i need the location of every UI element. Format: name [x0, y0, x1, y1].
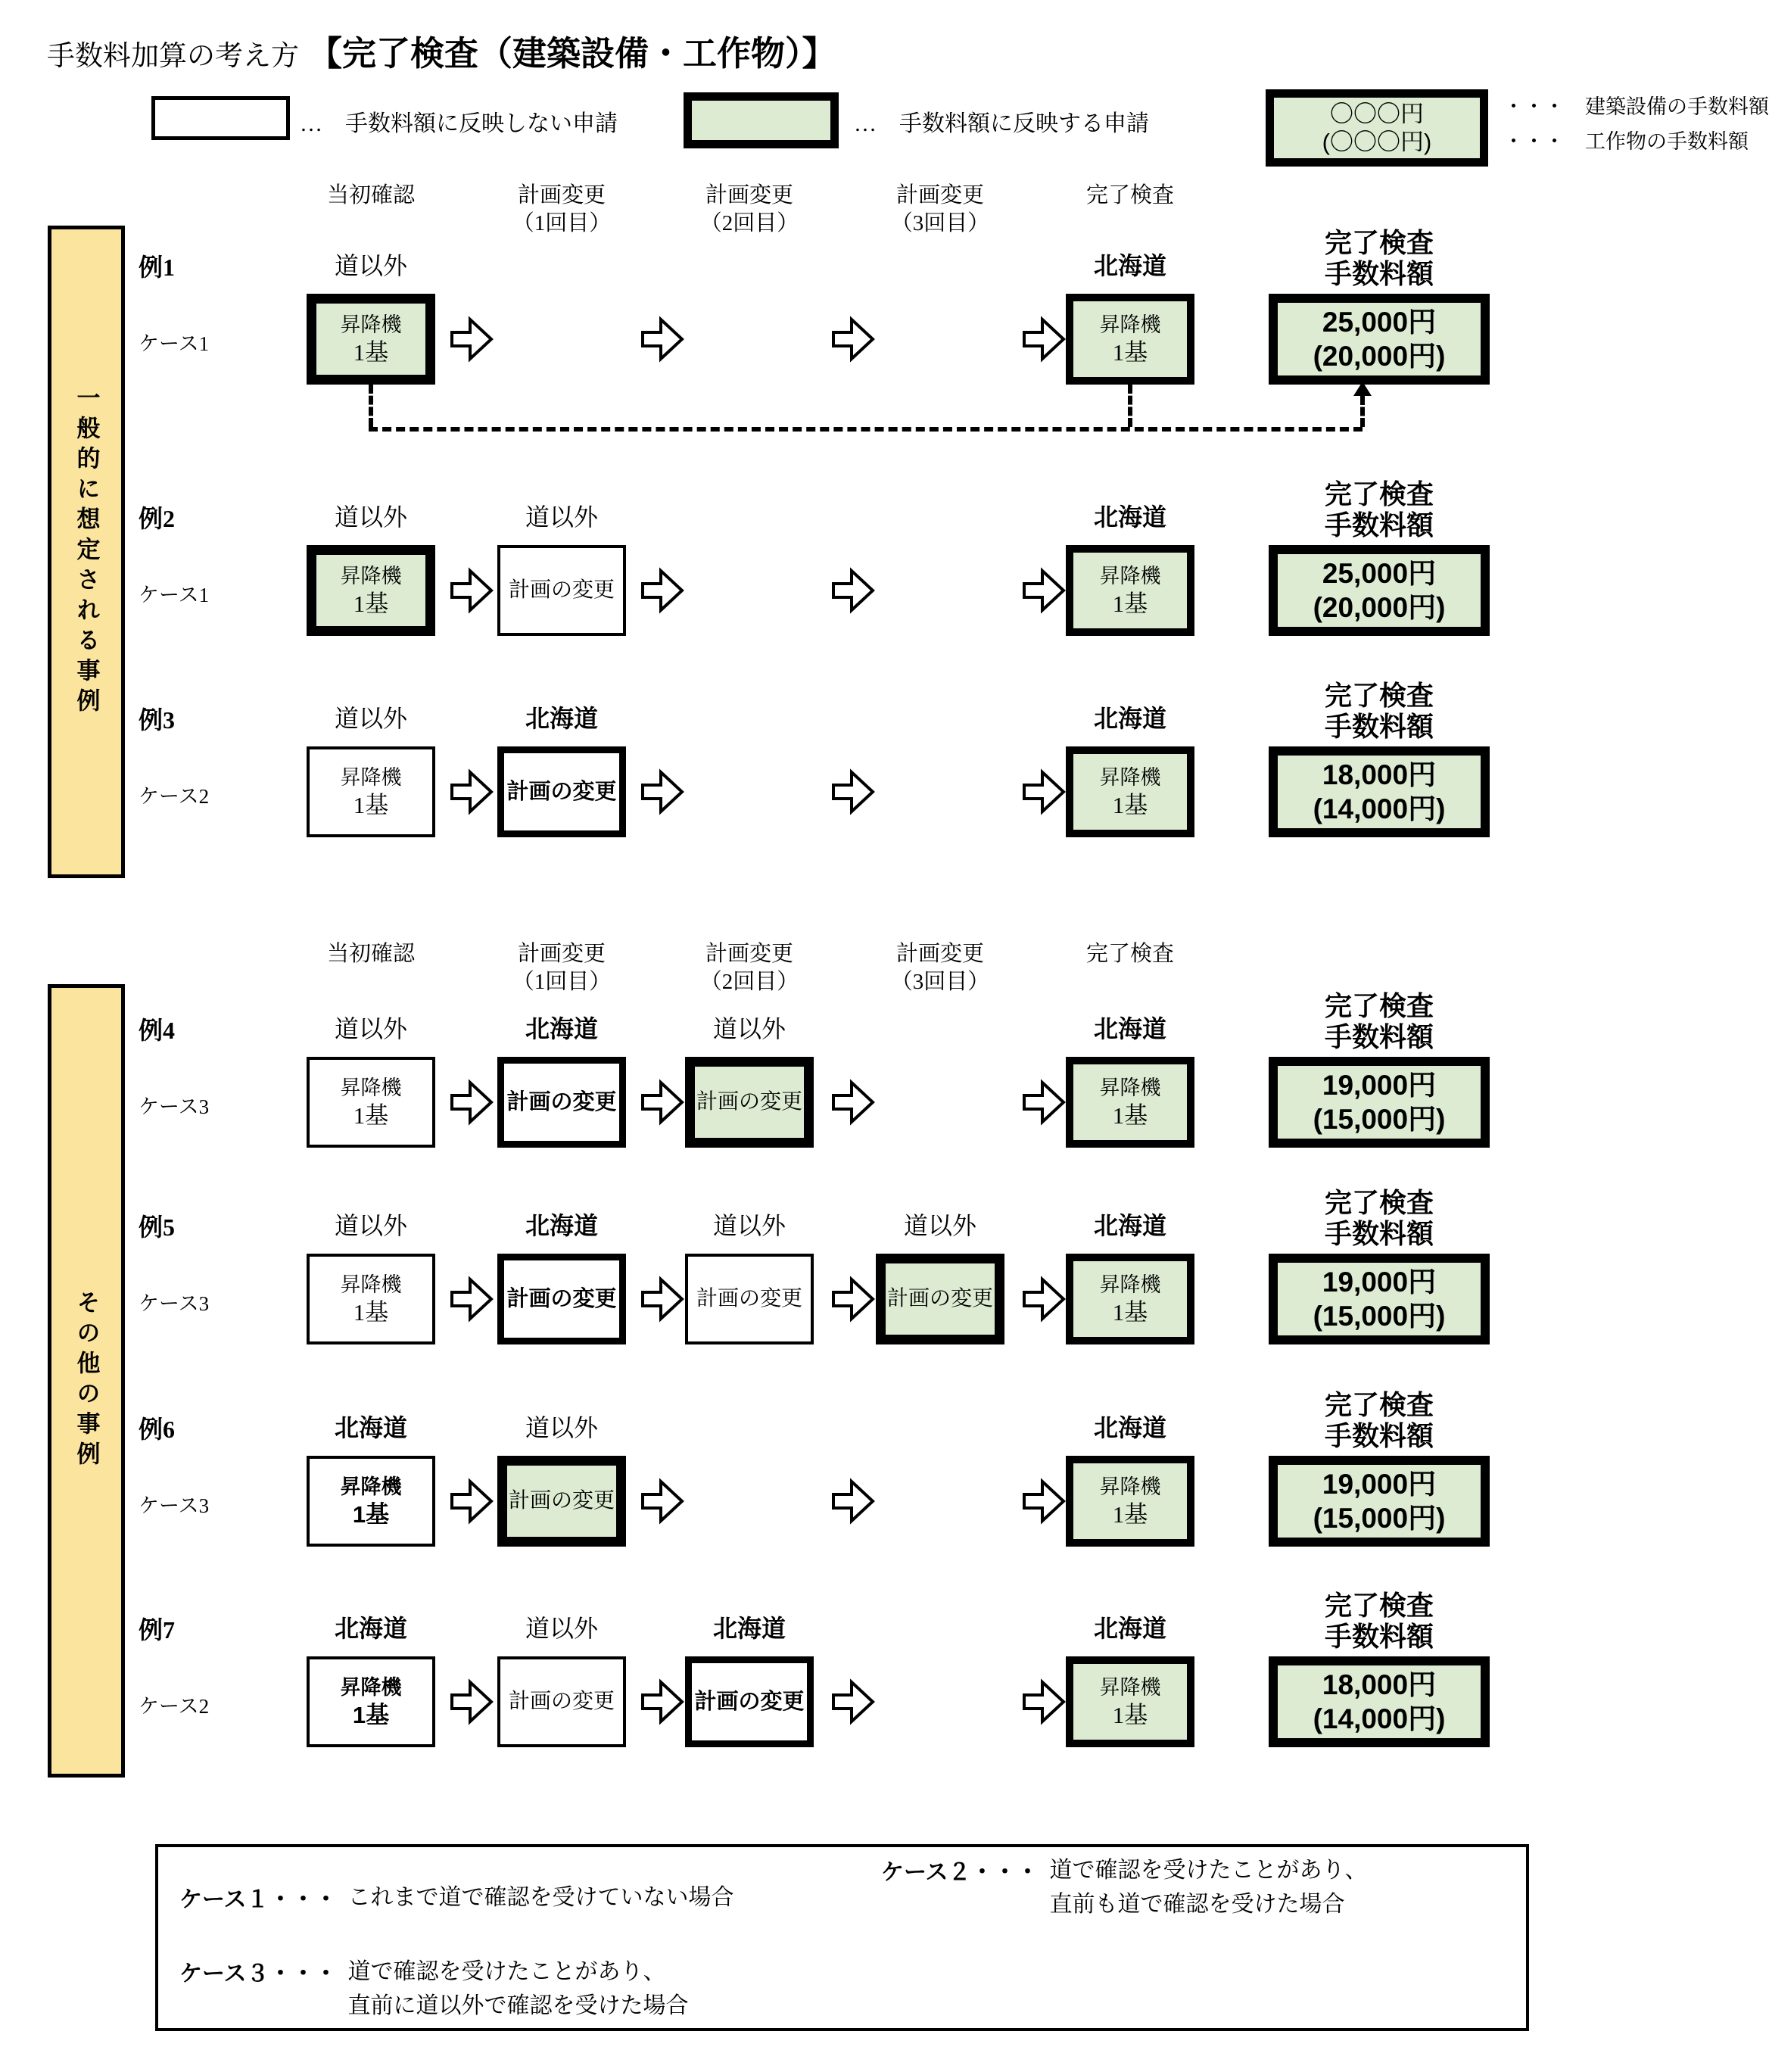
- jurisdiction-label: 北海道: [525, 705, 598, 732]
- column-header-line: （1回目）: [512, 211, 612, 235]
- application-box-text: 1基: [1112, 1702, 1148, 1728]
- case-definition-text: 道で確認を受けたことがあり、: [1049, 1858, 1368, 1883]
- jurisdiction-label: 道以外: [525, 1615, 598, 1642]
- page-title-prefix: 手数料加算の考え方: [47, 41, 299, 72]
- jurisdiction-label: 北海道: [1093, 252, 1166, 279]
- application-box-text: 計画の変更: [506, 780, 617, 804]
- case-definition-text: これまで道で確認を受けていない場合: [347, 1885, 734, 1910]
- application-box-text: 1基: [352, 1501, 390, 1528]
- application-box-text: 計画の変更: [508, 1489, 615, 1513]
- example-row-例6: [0, 1389, 1769, 1601]
- fee-amount-header: [1266, 227, 1493, 289]
- case-label: ケース3: [139, 1292, 210, 1315]
- fee-amount-box: [1269, 1057, 1490, 1148]
- fee-amount-line: 18,000円: [1322, 759, 1437, 790]
- application-box: [497, 545, 626, 636]
- fee-amount-header-line: 手数料額: [1324, 1218, 1434, 1249]
- case-definition-text: 道で確認を受けたことがあり、: [347, 1959, 666, 1984]
- jurisdiction-label: 道以外: [525, 1414, 598, 1441]
- application-box-text: 計画の変更: [508, 1690, 615, 1713]
- flow-arrow-icon: [450, 1078, 494, 1126]
- column-header-line: （3回目）: [890, 211, 990, 235]
- case-definition-head: ケース２・・・: [881, 1860, 1039, 1885]
- application-box-text: 計画の変更: [506, 1287, 617, 1311]
- fee-amount-line: (20,000円): [1313, 341, 1446, 372]
- jurisdiction-label: 北海道: [1093, 1414, 1166, 1441]
- column-header-line: （3回目）: [890, 970, 990, 994]
- flow-arrow-icon: [640, 1078, 684, 1126]
- fee-sum-connector-arrowhead: [1353, 382, 1372, 396]
- legend-reflected-swatch: [684, 92, 839, 148]
- case-label: ケース2: [139, 1695, 210, 1718]
- application-box: [497, 1057, 626, 1148]
- fee-amount-line: (15,000円): [1313, 1104, 1446, 1135]
- case-label: ケース2: [139, 785, 210, 808]
- jurisdiction-label: 道以外: [903, 1212, 976, 1239]
- example-row-例4: [0, 990, 1769, 1202]
- jurisdiction-label: 北海道: [1093, 1015, 1166, 1042]
- application-box-text: 昇降機: [340, 1273, 402, 1296]
- example-label: 例4: [139, 1017, 176, 1044]
- application-box: [1066, 1456, 1194, 1547]
- application-box: [307, 1254, 435, 1344]
- example-label: 例3: [139, 706, 176, 734]
- jurisdiction-label: 北海道: [1093, 705, 1166, 732]
- case-definition-head: ケース１・・・: [179, 1887, 338, 1912]
- application-box-text: 1基: [1112, 792, 1148, 818]
- column-header-line: 計画変更: [895, 183, 984, 207]
- fee-amount-header-line: 完了検査: [1324, 1590, 1434, 1621]
- application-box-text: 1基: [1112, 339, 1148, 366]
- legend-fee-sample-notes: [1503, 89, 1769, 159]
- flow-arrow-icon: [640, 1477, 684, 1525]
- jurisdiction-label: 道以外: [712, 1015, 786, 1042]
- application-box: [1066, 746, 1194, 837]
- application-box: [1066, 1656, 1194, 1747]
- application-box-text: 1基: [353, 792, 389, 818]
- example-row-例3: [0, 680, 1769, 892]
- fee-amount-header: [1266, 1590, 1493, 1652]
- fee-amount-header: [1266, 990, 1493, 1052]
- case-label: ケース1: [139, 332, 210, 355]
- section-sidebar-general-label: 一般的に想定される事例: [73, 385, 100, 718]
- flow-arrow-icon: [450, 1275, 494, 1323]
- page-title-emphasis: 【完了検査（建築設備・工作物）】: [308, 34, 836, 73]
- fee-amount-header-line: 完了検査: [1324, 227, 1434, 258]
- application-box-text: 計画の変更: [886, 1287, 993, 1310]
- application-box-text: 昇降機: [1099, 766, 1161, 789]
- fee-amount-header-line: 完了検査: [1324, 1389, 1434, 1420]
- jurisdiction-label: 北海道: [1093, 1615, 1166, 1642]
- example-label: 例7: [139, 1616, 176, 1644]
- column-header: [659, 182, 840, 238]
- example-label: 例1: [139, 254, 176, 281]
- application-box-text: 1基: [1112, 1299, 1148, 1326]
- application-box-text: 1基: [353, 590, 389, 617]
- application-box-text: 昇降機: [340, 766, 402, 789]
- fee-amount-header-line: 手数料額: [1324, 258, 1434, 289]
- case-definition-3: [179, 1955, 689, 2023]
- flow-arrow-icon: [1022, 1678, 1066, 1726]
- flow-arrow-icon: [450, 1477, 494, 1525]
- flow-arrow-icon: [1022, 1078, 1066, 1126]
- column-header-line: 当初確認: [326, 942, 415, 966]
- column-header: [1039, 182, 1221, 210]
- flow-arrow-icon: [1022, 1477, 1066, 1525]
- flow-arrow-icon: [831, 1477, 875, 1525]
- case-label: ケース3: [139, 1494, 210, 1517]
- fee-amount-line: (20,000円): [1313, 592, 1446, 623]
- jurisdiction-label: 道以外: [712, 1212, 786, 1239]
- flow-arrow-icon: [1022, 1275, 1066, 1323]
- case-definition-text: 直前も道で確認を受けた場合: [1049, 1892, 1345, 1917]
- jurisdiction-label: 北海道: [334, 1615, 407, 1642]
- flow-arrow-icon: [831, 315, 875, 363]
- flow-arrow-icon: [831, 1275, 875, 1323]
- application-box: [1066, 294, 1194, 385]
- fee-amount-header-line: 手数料額: [1324, 1621, 1434, 1652]
- application-box: [307, 294, 435, 385]
- jurisdiction-label: 道以外: [334, 503, 407, 531]
- fee-amount-header-line: 完了検査: [1324, 680, 1434, 711]
- example-row-例1: [0, 227, 1769, 439]
- flow-arrow-icon: [1022, 566, 1066, 615]
- application-box: [1066, 1057, 1194, 1148]
- application-box-text: 昇降機: [340, 1475, 402, 1498]
- jurisdiction-label: 北海道: [712, 1615, 786, 1642]
- application-box-text: 昇降機: [1099, 1475, 1161, 1498]
- fee-amount-header-line: 完了検査: [1324, 478, 1434, 509]
- fee-amount-box: [1269, 1656, 1490, 1747]
- fee-sum-connector: [369, 385, 373, 427]
- legend-fee-note-structure: ・・・ 工作物の手数料額: [1503, 130, 1749, 153]
- application-box-text: 昇降機: [340, 1676, 402, 1699]
- fee-amount-line: 18,000円: [1322, 1669, 1437, 1700]
- case-definition-text: 直前に道以外で確認を受けた場合: [347, 1993, 689, 2018]
- application-box: [497, 746, 626, 837]
- jurisdiction-label: 北海道: [334, 1414, 407, 1441]
- example-label: 例6: [139, 1416, 176, 1443]
- application-box: [497, 1456, 626, 1547]
- fee-amount-box: [1269, 545, 1490, 636]
- flow-arrow-icon: [450, 566, 494, 615]
- application-box-text: 昇降機: [340, 313, 402, 336]
- application-box: [497, 1254, 626, 1344]
- application-box: [307, 1456, 435, 1547]
- application-box-text: 昇降機: [1099, 313, 1161, 336]
- fee-amount-header: [1266, 478, 1493, 541]
- column-header-line: （1回目）: [512, 970, 612, 994]
- application-box-text: 計画の変更: [696, 1287, 802, 1310]
- fee-amount-header-line: 手数料額: [1324, 711, 1434, 742]
- column-header-line: （2回目）: [699, 211, 799, 235]
- jurisdiction-label: 道以外: [334, 252, 407, 279]
- case-definition-2: [881, 1853, 1368, 1921]
- application-box: [307, 1656, 435, 1747]
- fee-amount-line: 19,000円: [1322, 1070, 1437, 1101]
- fee-amount-line: (14,000円): [1313, 1703, 1446, 1734]
- application-box-text: 計画の変更: [506, 1090, 617, 1114]
- application-box-text: 1基: [353, 1299, 389, 1326]
- jurisdiction-label: 道以外: [334, 705, 407, 732]
- application-box-text: 昇降機: [1099, 1676, 1161, 1699]
- application-box-text: 昇降機: [340, 565, 402, 587]
- fee-amount-line: (15,000円): [1313, 1503, 1446, 1534]
- application-box: [307, 1057, 435, 1148]
- legend-fee-note-equipment: ・・・ 建築設備の手数料額: [1503, 95, 1769, 118]
- fee-amount-header-line: 手数料額: [1324, 509, 1434, 541]
- column-header-line: 計画変更: [705, 183, 793, 207]
- column-header-line: 計画変更: [517, 942, 606, 966]
- application-box-text: 1基: [1112, 1501, 1148, 1528]
- application-box: [1066, 1254, 1194, 1344]
- case-label: ケース3: [139, 1095, 210, 1118]
- application-box-text: 1基: [1112, 590, 1148, 617]
- application-box: [307, 746, 435, 837]
- fee-amount-line: 19,000円: [1322, 1469, 1437, 1500]
- example-row-例5: [0, 1187, 1769, 1399]
- application-box: [685, 1254, 814, 1344]
- fee-amount-box: [1269, 1254, 1490, 1344]
- legend-fee-sample-box: [1266, 89, 1488, 167]
- application-box-text: 計画の変更: [696, 1090, 802, 1114]
- flow-arrow-icon: [450, 315, 494, 363]
- application-box: [685, 1656, 814, 1747]
- fee-amount-header-line: 完了検査: [1324, 1187, 1434, 1218]
- fee-amount-box: [1269, 746, 1490, 837]
- column-header-line: 計画変更: [895, 942, 984, 966]
- flow-arrow-icon: [831, 1678, 875, 1726]
- legend-reflected-label: … 手数料額に反映する申請: [854, 111, 1149, 136]
- fee-amount-line: 19,000円: [1322, 1267, 1437, 1298]
- flow-arrow-icon: [640, 768, 684, 816]
- example-label: 例2: [139, 505, 176, 532]
- flow-arrow-icon: [1022, 315, 1066, 363]
- flow-arrow-icon: [640, 566, 684, 615]
- case-definition-head: ケース３・・・: [179, 1961, 338, 1986]
- column-header: [1039, 940, 1221, 968]
- column-header: [659, 940, 840, 996]
- column-header-line: 当初確認: [326, 183, 415, 207]
- page-title: [47, 26, 836, 75]
- application-box: [307, 545, 435, 636]
- fee-amount-line: (14,000円): [1313, 793, 1446, 824]
- flow-arrow-icon: [1022, 768, 1066, 816]
- column-header: [280, 182, 462, 210]
- example-row-例7: [0, 1590, 1769, 1802]
- flow-arrow-icon: [450, 768, 494, 816]
- column-header: [849, 940, 1031, 996]
- flow-arrow-icon: [640, 315, 684, 363]
- fee-amount-box: [1269, 294, 1490, 385]
- application-box: [876, 1254, 1004, 1344]
- application-box: [497, 1656, 626, 1747]
- application-box-text: 1基: [352, 1702, 390, 1728]
- column-header-line: 計画変更: [705, 942, 793, 966]
- application-box-text: 昇降機: [340, 1077, 402, 1099]
- application-box-text: 計画の変更: [508, 578, 615, 602]
- case-label: ケース1: [139, 584, 210, 606]
- column-header-line: 完了検査: [1085, 183, 1174, 207]
- fee-amount-header: [1266, 1389, 1493, 1451]
- jurisdiction-label: 道以外: [334, 1015, 407, 1042]
- fee-amount-box: [1269, 1456, 1490, 1547]
- example-label: 例5: [139, 1214, 176, 1241]
- flow-arrow-icon: [640, 1275, 684, 1323]
- fee-amount-line: 25,000円: [1322, 558, 1437, 589]
- fee-amount-header-line: 手数料額: [1324, 1021, 1434, 1052]
- flow-arrow-icon: [831, 768, 875, 816]
- fee-amount-header-line: 完了検査: [1324, 990, 1434, 1021]
- column-header: [280, 940, 462, 968]
- jurisdiction-label: 北海道: [525, 1015, 598, 1042]
- jurisdiction-label: 北海道: [1093, 503, 1166, 531]
- case-definitions-panel: [155, 1844, 1529, 2031]
- application-box: [1066, 545, 1194, 636]
- fee-amount-header: [1266, 1187, 1493, 1249]
- legend-fee-sample-line: 〇〇〇円: [1330, 101, 1424, 127]
- fee-sum-connector: [1360, 396, 1365, 427]
- fee-amount-line: (15,000円): [1313, 1301, 1446, 1332]
- application-box-text: 計画の変更: [694, 1690, 805, 1714]
- legend-fee-sample-line: (〇〇〇円): [1322, 129, 1432, 155]
- flow-arrow-icon: [831, 566, 875, 615]
- application-box-text: 昇降機: [1099, 565, 1161, 587]
- fee-sum-connector: [369, 427, 1363, 432]
- application-box-text: 昇降機: [1099, 1077, 1161, 1099]
- jurisdiction-label: 道以外: [525, 503, 598, 531]
- flow-arrow-icon: [640, 1678, 684, 1726]
- column-header: [849, 182, 1031, 238]
- fee-amount-header-line: 手数料額: [1324, 1420, 1434, 1451]
- application-box-text: 1基: [353, 339, 389, 366]
- application-box: [685, 1057, 814, 1148]
- column-header-line: （2回目）: [699, 970, 799, 994]
- jurisdiction-label: 道以外: [334, 1212, 407, 1239]
- column-header: [471, 940, 652, 996]
- case-definition-1: [179, 1880, 734, 1915]
- fee-amount-line: 25,000円: [1322, 307, 1437, 338]
- jurisdiction-label: 北海道: [1093, 1212, 1166, 1239]
- application-box-text: 1基: [353, 1102, 389, 1129]
- fee-sum-connector: [1128, 385, 1132, 427]
- jurisdiction-label: 北海道: [525, 1212, 598, 1239]
- example-row-例2: [0, 478, 1769, 690]
- section-sidebar-other-label: その他の事例: [73, 1290, 100, 1472]
- column-header: [471, 182, 652, 238]
- legend-not-reflected-label: … 手数料額に反映しない申請: [300, 111, 618, 136]
- flow-arrow-icon: [450, 1678, 494, 1726]
- application-box-text: 昇降機: [1099, 1273, 1161, 1296]
- flow-arrow-icon: [831, 1078, 875, 1126]
- legend-not-reflected-swatch: [151, 96, 290, 140]
- fee-amount-header: [1266, 680, 1493, 742]
- column-header-line: 完了検査: [1085, 942, 1174, 966]
- application-box-text: 1基: [1112, 1102, 1148, 1129]
- column-header-line: 計画変更: [517, 183, 606, 207]
